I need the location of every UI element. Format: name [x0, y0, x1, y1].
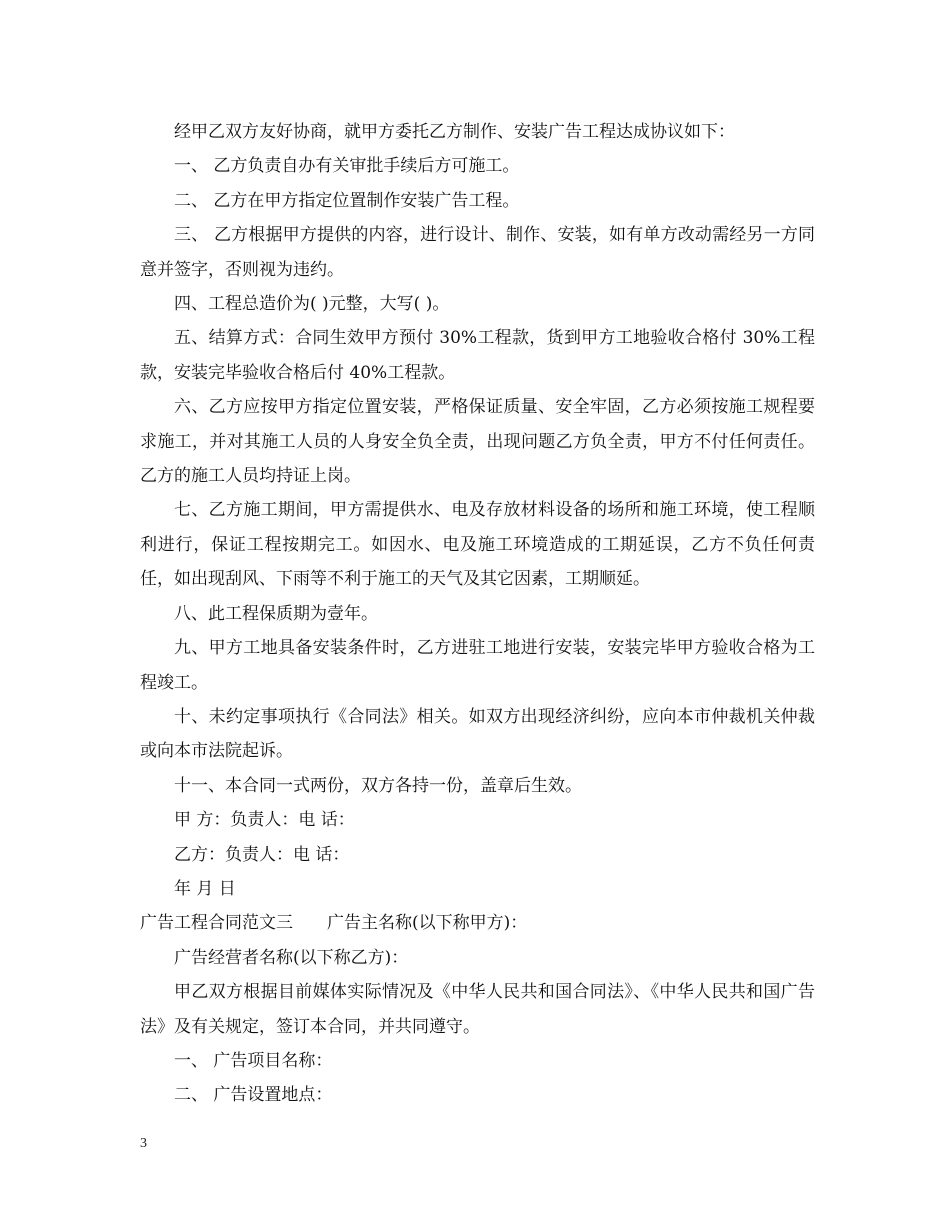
clause-5: 五、结算方式：合同生效甲方预付 30%工程款，货到甲方工地验收合格付 30%工程款，安装完毕验收合格后付 40%工程款。: [140, 328, 815, 383]
date-line: 年 月 日: [174, 878, 236, 899]
advertiser-operator-line: 广告经营者名称(以下称乙方)：: [174, 947, 409, 968]
agreement-preamble: 甲乙双方根据目前媒体实际情况及《中华人民共和国合同法》、《中华人民共和国广告法》及有关规定，签订本合同，并共同遵守。: [140, 982, 815, 1037]
page-number: 3: [140, 1136, 147, 1151]
clause-8: 八、此工程保质期为壹年。: [174, 603, 378, 624]
clause-2: 二、 乙方在甲方指定位置制作安装广告工程。: [174, 190, 520, 211]
party-b-signature-line: 乙方：负责人：电 话：: [174, 844, 350, 865]
clause-1: 一、 乙方负责自办有关审批手续后方可施工。: [174, 156, 520, 177]
clause-11: 十一、本合同一式两份，双方各持一份，盖章后生效。: [174, 775, 582, 796]
party-a-signature-line: 甲 方：负责人：电 话：: [174, 810, 355, 831]
section-heading: 广告工程合同范文三 广告主名称(以下称甲方)：: [140, 913, 528, 934]
clause-10: 十、未约定事项执行《合同法》相关。如双方出现经济纠纷，应向本市仲裁机关仲裁或向本市法院起诉。: [140, 706, 815, 762]
clause-6: 六、乙方应按甲方指定位置安装，严格保证质量、安全牢固，乙方必须按施工规程要求施工，并对其施工人员的人身安全负全责，出现问题乙方负全责，甲方不付任何责任。乙方的施工人员均持证上岗。: [140, 397, 815, 487]
item-location: 二、 广告设置地点：: [174, 1085, 333, 1106]
clause-4: 四、工程总造价为( )元整，大写( )。: [174, 294, 450, 315]
paragraph-intro: 经甲乙双方友好协商，就甲方委托乙方制作、安装广告工程达成协议如下：: [174, 122, 735, 142]
item-project-name: 一、 广告项目名称：: [174, 1050, 333, 1071]
clause-7: 七、乙方施工期间，甲方需提供水、电及存放材料设备的场所和施工环境，使工程顺利进行，保证工程按期完工。如因水、电及施工环境造成的工期延误，乙方不负任何责任，如出现刮风、下雨等不利于施工的天气及其它因素，工期顺延。: [140, 500, 815, 590]
clause-3: 三、 乙方根据甲方提供的内容，进行设计、制作、安装，如有单方改动需经另一方同意并签字，否则视为违约。: [140, 225, 815, 280]
clause-9: 九、甲方工地具备安装条件时，乙方进驻工地进行安装，安装完毕甲方验收合格为工程竣工。: [140, 638, 815, 693]
